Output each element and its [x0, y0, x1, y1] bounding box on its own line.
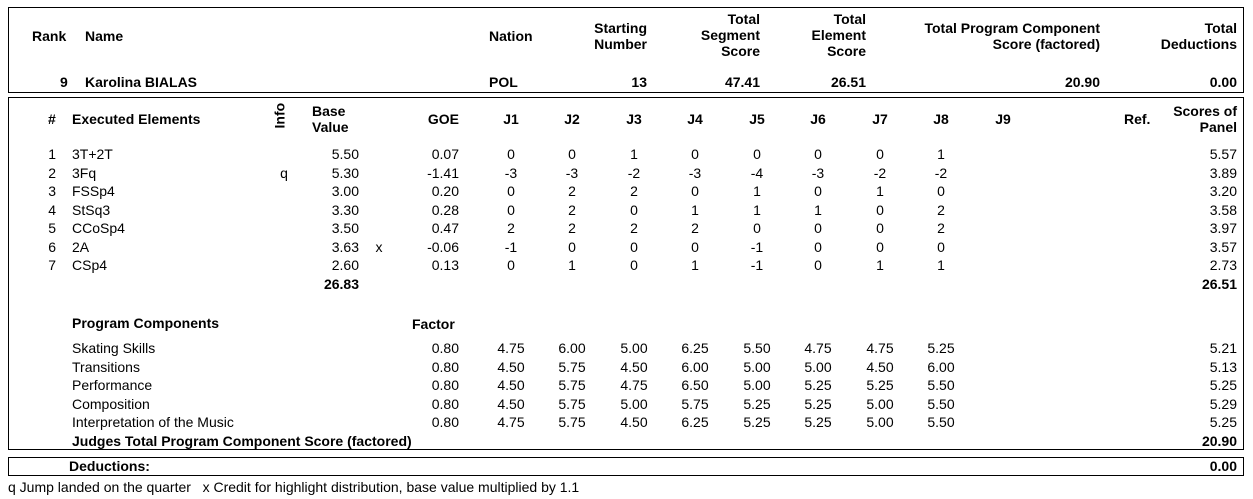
element-base-value: 5.50 — [331, 146, 359, 162]
base-value-header: Base Value — [312, 103, 349, 135]
element-base-value: 5.30 — [331, 164, 359, 181]
info-header: Info — [271, 102, 288, 129]
element-goe: 0.47 — [431, 220, 459, 236]
component-judge-score: 4.50 — [497, 395, 525, 412]
element-judge-score: -3 — [688, 164, 702, 181]
element-judge-score: 1 — [630, 146, 638, 162]
element-judge-score: 0 — [814, 220, 822, 236]
element-judge-score: -4 — [750, 164, 764, 181]
component-judge-score: 5.75 — [558, 414, 586, 431]
component-judge-score: 5.25 — [743, 395, 771, 412]
component-judge-score: 5.00 — [866, 395, 894, 412]
component-factor: 0.80 — [431, 414, 459, 431]
component-judge-score: 5.75 — [558, 377, 586, 394]
component-panel-score: 5.21 — [1209, 340, 1237, 356]
component-judge-score: 4.50 — [620, 414, 648, 431]
element-judge-score: 0 — [753, 220, 761, 236]
component-panel-score: 5.25 — [1209, 377, 1237, 394]
element-judge-score: 0 — [876, 201, 884, 218]
component-judge-score: 5.00 — [743, 358, 771, 375]
skater-tss: 47.41 — [724, 74, 760, 90]
element-judge-score: 0 — [814, 238, 822, 255]
goe-header: GOE — [427, 111, 459, 127]
deductions-box — [8, 457, 1244, 476]
component-judge-score: 4.50 — [497, 358, 525, 375]
element-judge-score: -2 — [873, 164, 887, 181]
judge-header-5: J5 — [749, 111, 765, 127]
element-judge-score: 0 — [630, 201, 638, 218]
element-judge-score: 2 — [507, 220, 515, 236]
judge-header-4: J4 — [687, 111, 703, 127]
component-judge-score: 5.00 — [743, 377, 771, 394]
judge-header-6: J6 — [810, 111, 826, 127]
element-num: 6 — [48, 238, 56, 255]
skater-nation: POL — [489, 74, 518, 90]
component-factor: 0.80 — [431, 340, 459, 356]
name-header: Name — [85, 28, 124, 44]
element-judge-score: 0 — [876, 238, 884, 255]
skater-starting-number: 13 — [631, 74, 647, 90]
rank-header: Rank — [32, 28, 67, 44]
component-judge-score: 6.25 — [681, 340, 709, 356]
element-judge-score: 1 — [568, 257, 576, 273]
element-judge-score: 0 — [753, 146, 761, 162]
element-judge-score: -3 — [504, 164, 518, 181]
footnote: q Jump landed on the quarter x Credit for highlight distribution, base value multiplied by 1.1 — [8, 479, 580, 495]
element-name: CCoSp4 — [72, 220, 125, 236]
component-judge-score: 5.00 — [804, 358, 832, 375]
element-judge-score: 1 — [753, 201, 761, 218]
tes-header: Total Element Score — [811, 11, 866, 59]
element-judge-score: -1 — [750, 238, 764, 255]
element-judge-score: 0 — [507, 257, 515, 273]
element-num: 3 — [48, 183, 56, 199]
element-judge-score: 0 — [876, 220, 884, 236]
element-name: 3T+2T — [72, 146, 113, 162]
component-judge-score: 6.50 — [681, 377, 709, 394]
element-judge-score: 2 — [630, 220, 638, 236]
program-components-header: Program Components — [72, 315, 220, 331]
component-judge-score: 6.00 — [558, 340, 586, 356]
component-judge-score: 4.75 — [497, 340, 525, 356]
element-judge-score: -1 — [504, 238, 518, 255]
element-judge-score: 0 — [507, 201, 515, 218]
element-judge-score: 1 — [937, 257, 945, 273]
component-panel-score: 5.29 — [1209, 395, 1237, 412]
element-panel-score: 2.73 — [1209, 257, 1237, 273]
judge-header-8: J8 — [933, 111, 949, 127]
element-name: FSSp4 — [72, 183, 115, 199]
component-judge-score: 5.50 — [743, 340, 771, 356]
elements-total-score: 26.51 — [1201, 276, 1237, 292]
component-judge-score: 4.50 — [497, 377, 525, 394]
element-judge-score: 0 — [691, 146, 699, 162]
element-judge-score: 0 — [630, 257, 638, 273]
element-judge-score: 0 — [937, 238, 945, 255]
component-judge-score: 5.25 — [866, 377, 894, 394]
component-judge-score: 5.00 — [866, 414, 894, 431]
nation-header: Nation — [489, 28, 533, 44]
component-judge-score: 5.00 — [620, 395, 648, 412]
scores-of-panel-header: Scores of Panel — [1173, 103, 1237, 135]
element-judge-score: 1 — [814, 201, 822, 218]
element-info: q — [280, 164, 288, 181]
element-judge-score: 0 — [937, 183, 945, 199]
element-goe: 0.07 — [431, 146, 459, 162]
element-goe: -0.06 — [427, 238, 459, 255]
ref-header: Ref. — [1124, 111, 1151, 127]
element-num: 7 — [48, 257, 56, 273]
judges-total-label: Judges Total Program Component Score (factored) — [72, 433, 412, 449]
element-judge-score: -2 — [627, 164, 641, 181]
component-judge-score: 5.50 — [927, 377, 955, 394]
elements-total-base: 26.83 — [323, 276, 359, 292]
element-panel-score: 5.57 — [1209, 146, 1237, 162]
judge-header-9: J9 — [995, 111, 1011, 127]
starting-number-header: Starting Number — [594, 20, 647, 52]
element-goe: -1.41 — [427, 164, 459, 181]
component-name: Performance — [72, 377, 153, 394]
element-goe: 0.28 — [431, 201, 459, 218]
component-judge-score: 6.25 — [681, 414, 709, 431]
component-name: Transitions — [72, 358, 140, 375]
factor-header: Factor — [412, 316, 455, 332]
element-judge-score: -3 — [565, 164, 579, 181]
component-judge-score: 5.50 — [927, 414, 955, 431]
pcs-header: Total Program Component Score (factored) — [924, 20, 1100, 52]
element-judge-score: 1 — [937, 146, 945, 162]
component-name: Interpretation of the Music — [72, 414, 234, 431]
element-judge-score: 2 — [691, 220, 699, 236]
component-judge-score: 4.75 — [497, 414, 525, 431]
element-judge-score: 2 — [630, 183, 638, 199]
element-judge-score: 1 — [876, 257, 884, 273]
deductions-header: Total Deductions — [1160, 20, 1237, 52]
element-num: 5 — [48, 220, 56, 236]
component-judge-score: 5.25 — [804, 395, 832, 412]
component-panel-score: 5.25 — [1209, 414, 1237, 431]
skater-tes: 26.51 — [830, 74, 866, 90]
element-panel-score: 3.97 — [1209, 220, 1237, 236]
element-panel-score: 3.89 — [1209, 164, 1237, 181]
element-judge-score: 0 — [814, 257, 822, 273]
element-judge-score: 0 — [691, 238, 699, 255]
element-panel-score: 3.20 — [1209, 183, 1237, 199]
element-goe: 0.20 — [431, 183, 459, 199]
element-judge-score: 0 — [507, 146, 515, 162]
skater-name: Karolina BIALAS — [85, 74, 198, 90]
element-base-value: 3.63 — [331, 238, 359, 255]
component-judge-score: 5.25 — [743, 414, 771, 431]
element-judge-score: 2 — [937, 220, 945, 236]
component-judge-score: 5.25 — [804, 377, 832, 394]
component-name: Skating Skills — [72, 340, 156, 356]
component-judge-score: 6.00 — [927, 358, 955, 375]
executed-elements-header: Executed Elements — [72, 111, 201, 127]
judge-header-7: J7 — [872, 111, 888, 127]
component-judge-score: 5.00 — [620, 340, 648, 356]
element-base-value: 3.30 — [331, 201, 359, 218]
component-judge-score: 5.50 — [927, 395, 955, 412]
element-judge-score: 1 — [691, 201, 699, 218]
element-x-flag: x — [375, 238, 383, 255]
element-panel-score: 3.57 — [1209, 238, 1237, 255]
element-judge-score: -3 — [811, 164, 825, 181]
element-base-value: 3.50 — [331, 220, 359, 236]
component-panel-score: 5.13 — [1209, 358, 1237, 375]
element-name: 2A — [72, 238, 90, 255]
element-judge-score: 1 — [753, 183, 761, 199]
skater-rank: 9 — [60, 74, 68, 90]
element-judge-score: 2 — [937, 201, 945, 218]
component-judge-score: 4.75 — [866, 340, 894, 356]
component-judge-score: 5.75 — [681, 395, 709, 412]
element-name: CSp4 — [72, 257, 108, 273]
element-judge-score: 0 — [630, 238, 638, 255]
component-judge-score: 5.25 — [927, 340, 955, 356]
skater-pcs: 20.90 — [1064, 74, 1100, 90]
element-base-value: 2.60 — [331, 257, 359, 273]
element-judge-score: 0 — [507, 183, 515, 199]
element-judge-score: 1 — [876, 183, 884, 199]
element-judge-score: 1 — [691, 257, 699, 273]
element-base-value: 3.00 — [331, 183, 359, 199]
tss-header: Total Segment Score — [700, 11, 760, 59]
component-judge-score: 4.50 — [620, 358, 648, 375]
element-judge-score: 2 — [568, 201, 576, 218]
element-panel-score: 3.58 — [1209, 201, 1237, 218]
judge-header-2: J2 — [564, 111, 580, 127]
element-judge-score: 0 — [568, 146, 576, 162]
element-judge-score: 0 — [814, 183, 822, 199]
element-name: StSq3 — [72, 201, 111, 218]
element-judge-score: -2 — [934, 164, 948, 181]
component-factor: 0.80 — [431, 395, 459, 412]
element-num: 4 — [48, 201, 56, 218]
component-judge-score: 4.75 — [620, 377, 648, 394]
element-num: 1 — [48, 146, 56, 162]
judges-total-value: 20.90 — [1201, 433, 1237, 449]
element-judge-score: 2 — [568, 183, 576, 199]
component-judge-score: 5.75 — [558, 395, 586, 412]
deductions-label: Deductions: — [69, 458, 150, 474]
component-judge-score: 5.75 — [558, 358, 586, 375]
component-judge-score: 4.75 — [804, 340, 832, 356]
judge-header-3: J3 — [626, 111, 642, 127]
element-judge-score: 0 — [568, 238, 576, 255]
component-judge-score: 4.50 — [866, 358, 894, 375]
deductions-value: 0.00 — [1209, 458, 1237, 474]
component-judge-score: 6.00 — [681, 358, 709, 375]
element-goe: 0.13 — [431, 257, 459, 273]
component-factor: 0.80 — [431, 377, 459, 394]
skater-deductions: 0.00 — [1209, 74, 1237, 90]
element-name: 3Fq — [72, 164, 97, 181]
component-factor: 0.80 — [431, 358, 459, 375]
element-judge-score: 0 — [814, 146, 822, 162]
element-num: 2 — [48, 164, 56, 181]
element-num-header: # — [48, 111, 56, 127]
element-judge-score: 2 — [568, 220, 576, 236]
element-judge-score: -1 — [750, 257, 764, 273]
judge-header-1: J1 — [503, 111, 519, 127]
component-judge-score: 5.25 — [804, 414, 832, 431]
element-judge-score: 0 — [691, 183, 699, 199]
element-judge-score: 0 — [876, 146, 884, 162]
component-name: Composition — [72, 395, 150, 412]
